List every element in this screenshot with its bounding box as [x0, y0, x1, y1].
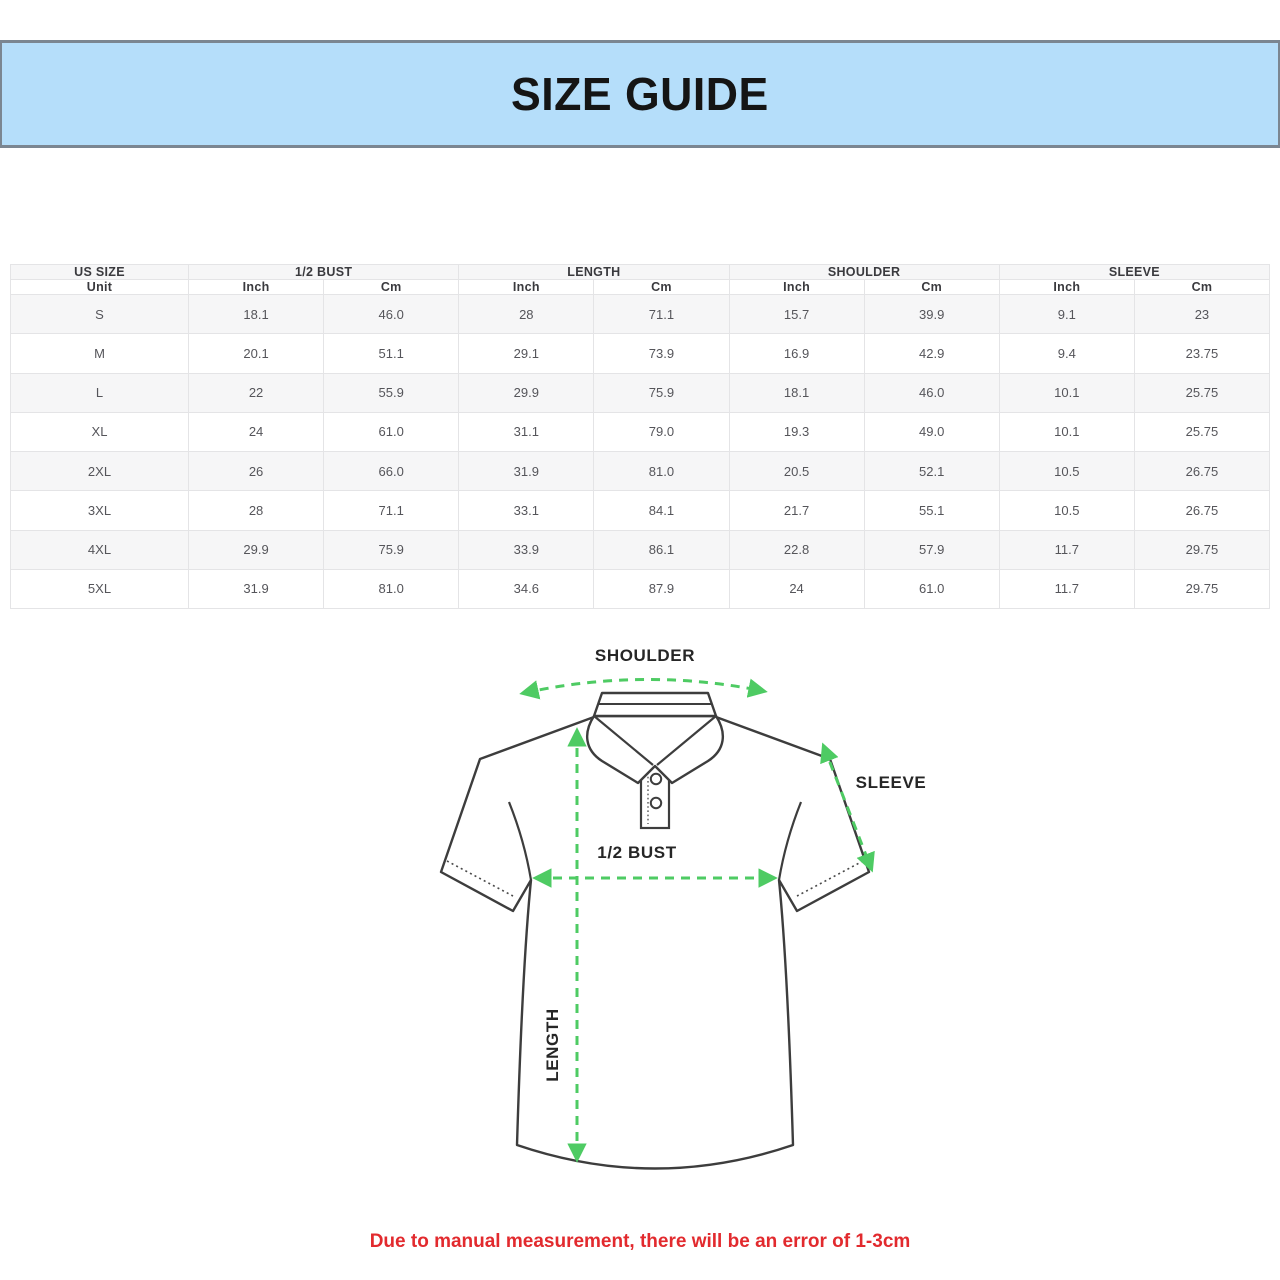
measurement-cell: 75.9 [594, 373, 729, 412]
measurement-cell: 29.1 [459, 334, 594, 373]
size-cell: 2XL [11, 452, 189, 491]
shoulder-arrow [524, 679, 763, 693]
measurement-cell: 10.1 [999, 412, 1134, 451]
measurement-cell: 33.9 [459, 530, 594, 569]
measurement-cell: 23 [1134, 295, 1269, 334]
measurement-cell: 86.1 [594, 530, 729, 569]
col-header-shoulder: SHOULDER [729, 265, 999, 280]
unit-header: Cm [864, 280, 999, 295]
col-header-us-size: US SIZE [11, 265, 189, 280]
measurement-cell: 25.75 [1134, 412, 1269, 451]
bust-label: 1/2 BUST [597, 843, 677, 862]
measurement-cell: 39.9 [864, 295, 999, 334]
measurement-cell: 61.0 [324, 412, 459, 451]
measurement-cell: 28 [189, 491, 324, 530]
unit-header-row [11, 280, 1270, 295]
table-row [11, 373, 1270, 412]
measurement-cell: 26.75 [1134, 452, 1269, 491]
measurement-cell: 29.75 [1134, 569, 1269, 608]
table-row [11, 334, 1270, 373]
measurement-cell: 61.0 [864, 569, 999, 608]
col-header-bust: 1/2 BUST [189, 265, 459, 280]
table-row [11, 491, 1270, 530]
size-cell: M [11, 334, 189, 373]
measurement-cell: 75.9 [324, 530, 459, 569]
measurement-cell: 18.1 [189, 295, 324, 334]
measurement-cell: 15.7 [729, 295, 864, 334]
table-row [11, 569, 1270, 608]
measurement-cell: 20.1 [189, 334, 324, 373]
col-header-sleeve: SLEEVE [999, 265, 1269, 280]
size-table-header [11, 265, 1270, 295]
size-cell: S [11, 295, 189, 334]
size-cell: 3XL [11, 491, 189, 530]
measurement-cell: 55.9 [324, 373, 459, 412]
measurement-cell: 57.9 [864, 530, 999, 569]
measurement-cell: 9.4 [999, 334, 1134, 373]
measurement-cell: 11.7 [999, 530, 1134, 569]
unit-header: Inch [999, 280, 1134, 295]
length-label: LENGTH [543, 1008, 562, 1082]
group-header-row [11, 265, 1270, 280]
page-title: SIZE GUIDE [511, 68, 769, 120]
table-row [11, 452, 1270, 491]
unit-header: Inch [459, 280, 594, 295]
table-row [11, 412, 1270, 451]
measurement-cell: 81.0 [594, 452, 729, 491]
polo-shirt-diagram [425, 640, 945, 1200]
size-cell: 5XL [11, 569, 189, 608]
measurement-cell: 71.1 [324, 491, 459, 530]
measurement-cell: 29.9 [189, 530, 324, 569]
measurement-cell: 24 [729, 569, 864, 608]
size-guide-banner [0, 40, 1280, 148]
measurement-cell: 9.1 [999, 295, 1134, 334]
table-row [11, 530, 1270, 569]
measurement-cell: 10.1 [999, 373, 1134, 412]
measurement-cell: 81.0 [324, 569, 459, 608]
unit-header: Cm [324, 280, 459, 295]
measurement-cell: 25.75 [1134, 373, 1269, 412]
measurement-cell: 55.1 [864, 491, 999, 530]
measurement-cell: 46.0 [864, 373, 999, 412]
measurement-cell: 51.1 [324, 334, 459, 373]
table-row [11, 295, 1270, 334]
measurement-cell: 31.9 [459, 452, 594, 491]
measurement-cell: 49.0 [864, 412, 999, 451]
measurement-cell: 11.7 [999, 569, 1134, 608]
unit-header: Unit [11, 280, 189, 295]
measurement-cell: 73.9 [594, 334, 729, 373]
measurement-cell: 34.6 [459, 569, 594, 608]
measurement-cell: 20.5 [729, 452, 864, 491]
measurement-cell: 31.9 [189, 569, 324, 608]
unit-header: Inch [189, 280, 324, 295]
measurement-cell: 10.5 [999, 491, 1134, 530]
measurement-cell: 21.7 [729, 491, 864, 530]
size-cell: L [11, 373, 189, 412]
measurement-error-note: Due to manual measurement, there will be an error of 1-3cm [369, 1231, 911, 1252]
sleeve-label: SLEEVE [855, 773, 927, 792]
measurement-cell: 24 [189, 412, 324, 451]
measurement-cell: 22.8 [729, 530, 864, 569]
size-table [10, 264, 1270, 609]
measurement-cell: 87.9 [594, 569, 729, 608]
measurement-cell: 84.1 [594, 491, 729, 530]
measurement-cell: 16.9 [729, 334, 864, 373]
measurement-cell: 31.1 [459, 412, 594, 451]
measurement-cell: 42.9 [864, 334, 999, 373]
measurement-cell: 28 [459, 295, 594, 334]
button-bottom [651, 798, 661, 808]
measurement-diagram [425, 640, 945, 1200]
measurement-cell: 19.3 [729, 412, 864, 451]
measurement-cell: 33.1 [459, 491, 594, 530]
measurement-cell: 23.75 [1134, 334, 1269, 373]
measurement-cell: 79.0 [594, 412, 729, 451]
unit-header: Cm [1134, 280, 1269, 295]
size-cell: 4XL [11, 530, 189, 569]
button-top [651, 774, 661, 784]
measurement-cell: 26.75 [1134, 491, 1269, 530]
measurement-cell: 29.75 [1134, 530, 1269, 569]
unit-header: Inch [729, 280, 864, 295]
size-table-body [11, 295, 1270, 609]
measurement-cell: 22 [189, 373, 324, 412]
measurement-cell: 46.0 [324, 295, 459, 334]
size-cell: XL [11, 412, 189, 451]
measurement-cell: 18.1 [729, 373, 864, 412]
measurement-cell: 71.1 [594, 295, 729, 334]
shoulder-label: SHOULDER [594, 646, 696, 665]
measurement-cell: 29.9 [459, 373, 594, 412]
col-header-length: LENGTH [459, 265, 729, 280]
measurement-cell: 66.0 [324, 452, 459, 491]
measurement-cell: 10.5 [999, 452, 1134, 491]
unit-header: Cm [594, 280, 729, 295]
measurement-cell: 26 [189, 452, 324, 491]
measurement-cell: 52.1 [864, 452, 999, 491]
